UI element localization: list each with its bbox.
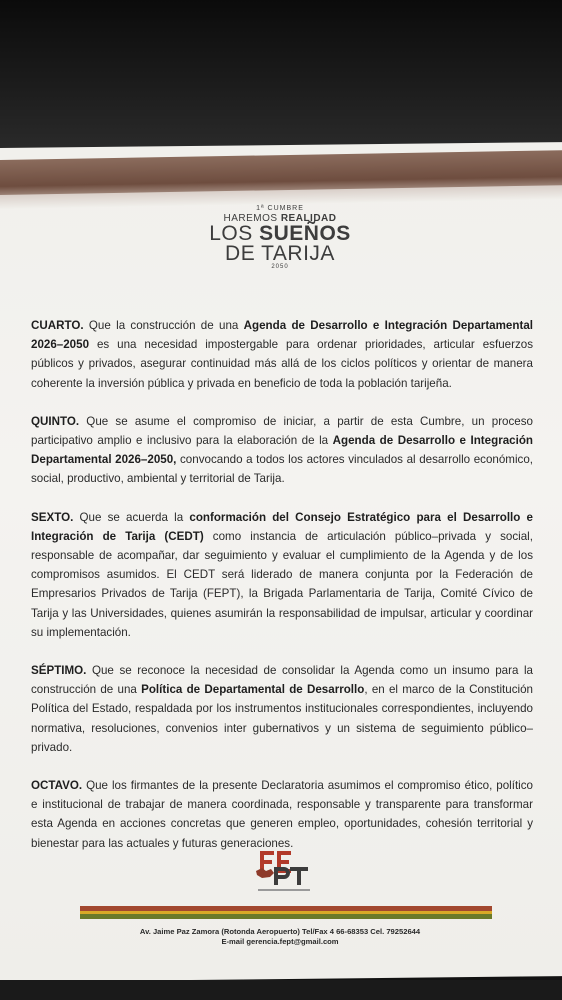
paragraph-quinto: QUINTO. Que se asume el compromiso de iniciar, a partir de esta Cumbre, un proceso participativo amplio e inclusivo para la elaboración de la Agenda de Desarrollo e Integración Departamental 2026–2050, convocando a todos los actores vinculados al desarrollo económico, social, productivo, ambiental y territorial de Tarija. [31,414,534,486]
fept-logo [252,845,320,895]
dark-background-bottom [0,980,562,1000]
paragraph-lead: QUINTO. [31,414,80,428]
logo-edition: 1ª CUMBRE [256,205,304,212]
declaration-body [31,316,533,872]
dark-background-top [0,0,562,150]
paragraph-septimo: SÉPTIMO. Que se reconoce la necesidad de consolidar la Agenda como un insumo para la construcción de una Política de Departamental de Desarrollo, en el marco de la Constitución Política del Estado, respaldada por los instrumentos institucionales correspondientes, incluyendo normativa, resoluciones, convenios inter gubernativos y un sistema de seguimiento público–privado. [31,664,533,754]
paragraph-lead: SÉPTIMO. [31,664,87,678]
footer-email: E-mail gerencia.fept@gmail.com [221,937,339,946]
footer-contact [90,927,470,947]
logo-line-suenos: LOS SUEÑOS [209,222,351,245]
paragraph-octavo: OCTAVO. Que los firmantes de la presente Declaratoria asumimos el compromiso ético, político e institucional de trabajar de manera coordinada, responsable y transparente para transformar esta Agenda en acciones concretas que generen empleo, oportunidades, cohesión territorial y bienestar para las actuales y futuras generaciones. [31,779,533,850]
footer-stripe-green [80,914,492,919]
paragraph-sexto: SEXTO. Que se acuerda la conformación del Consejo Estratégico para el Desarrollo e Integración de Tarija (CEDT) como instancia de articulación público–privada y social, responsable de acompañar, dar seguimiento y evaluar el cumplimiento de la Agenda y de los compromisos asumidos. El CEDT será liderado de manera conjunta por la Federación de Empresarios Privados de Tarija (FEPT), la Brigada Parlamentaria de Tarija, Comité Cívico de Tarija y las Universidades, quienes asumirán la responsabilidad de impulsar, articular y coordinar su implementación. [31,510,533,639]
footer-address: Av. Jaime Paz Zamora (Rotonda Aeropuerto) Tel/Fax 4 66-68353 Cel. 79252644 [139,927,421,936]
logo-line-haremos: HAREMOS REALIDAD [223,213,337,224]
logo-year: 2050 [271,264,289,270]
paragraph-lead: SEXTO. [31,510,74,524]
paragraph-cuarto: CUARTO. Que la construcción de una Agenda de Desarrollo e Integración Departamental 2026–2050 es una necesidad impostergable para ordenar prioridades, articular esfuerzos públicos y privados, asegurar continuidad más allá de los ciclos políticos y orientar de manera coherente la inversión pública y privada en beneficio de toda la población tarijeña. [31,319,533,390]
cumbre-logo [180,205,380,270]
logo-line-tarija: DE TARIJA [225,242,335,265]
paragraph-lead: CUARTO. [31,319,84,332]
paragraph-lead: OCTAVO. [31,779,83,793]
